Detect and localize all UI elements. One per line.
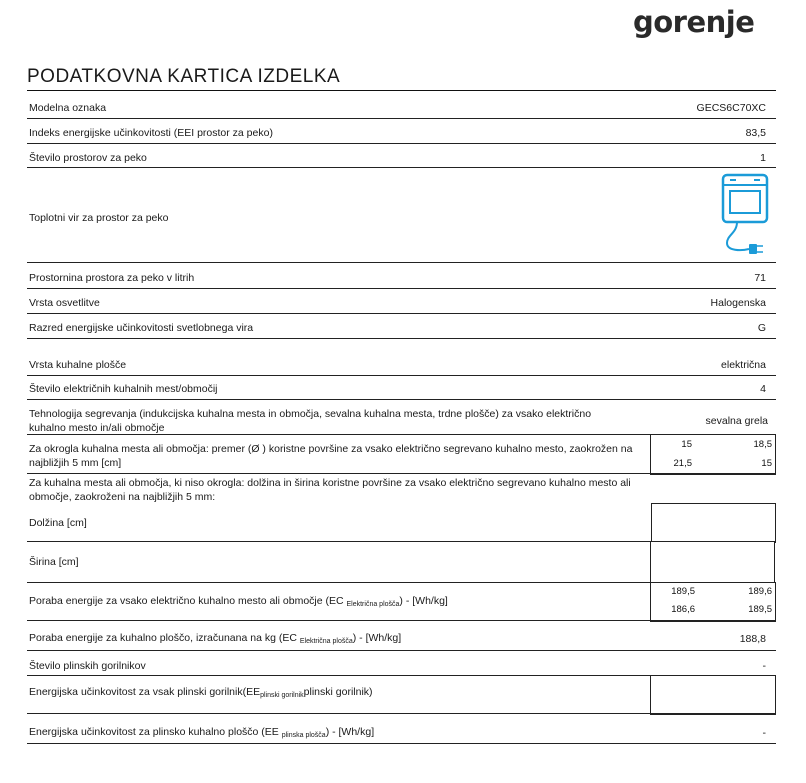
width-box [650, 541, 775, 584]
eei-value: 83,5 [745, 127, 766, 139]
ec-hob-value: 188,8 [739, 633, 766, 645]
heat-source-label: Toplotni vir za prostor za peko [29, 212, 169, 224]
divider [27, 313, 776, 314]
divider [27, 262, 776, 263]
volume-label: Prostornina prostora za peko v litrih [29, 272, 195, 284]
model-label: Modelna oznaka [29, 102, 107, 114]
ec-zone-cell: 189,5 [748, 604, 772, 615]
divider [27, 650, 776, 651]
cavities-label: Število prostorov za peko [29, 152, 147, 164]
width-label: Širina [cm] [29, 556, 79, 568]
zones-value: 4 [760, 383, 766, 395]
gas-eff-box [650, 675, 776, 715]
hob-type-value: električna [721, 359, 766, 371]
technology-value: sevalna grela [705, 415, 768, 427]
divider [27, 375, 776, 376]
ec-zone-cell: 189,6 [748, 586, 772, 597]
lighting-label: Vrsta osvetlitve [29, 297, 100, 309]
gas-hob-value: - [762, 727, 766, 739]
gas-eff-label: Energijska učinkovitost za vsak plinski $gorilnik(EE_{plinski gorilnik}plinski$ gorilnik) [29, 686, 373, 699]
diameter-cell: 15 [761, 458, 772, 469]
divider [27, 167, 776, 168]
light-class-value: G [757, 322, 766, 334]
divider [27, 713, 776, 714]
divider [27, 473, 776, 474]
divider [27, 338, 776, 339]
diameter-cell: 15 [681, 439, 692, 450]
divider [27, 743, 776, 744]
gas-burners-value: - [762, 660, 766, 672]
length-box [651, 503, 776, 543]
model-value: GECS6C70XC [696, 102, 766, 114]
divider [27, 399, 776, 400]
ec-hob-label: Poraba energije za kuhalno ploščo, izračunana na kg (EC $_{Električna plošča}$) - [Wh/kg] [29, 632, 402, 645]
ec-zone-cell: 186,6 [671, 604, 695, 615]
cavities-value: 1 [760, 152, 766, 164]
eei-label: Indeks energijske učinkovitosti (EEI prostor za peko) [29, 127, 273, 139]
diameter-label: Za okrogla kuhalna mesta ali območja: premer (Ø ) koristne površine za vsako električno segrevano kuhalno mesto, zaokrožen na najbližjih 5 mm [cm] [29, 443, 633, 469]
gas-burners-label: Število plinskih gorilnikov [29, 660, 146, 672]
electric-oven-icon [721, 173, 769, 257]
brand-logo: gorenje [633, 5, 755, 39]
noncircular-label: Za kuhalna mesta ali območja, ki niso okrogla: dolžina in širina koristne površine za vsako električno segrevano kuhalno mesto ali območje, zaokroženi na najbližjih 5 mm: [29, 477, 631, 503]
divider [27, 118, 776, 119]
divider [27, 143, 776, 144]
diameter-cell: 21,5 [673, 458, 692, 469]
zones-label: Število električnih kuhalnih mest/območij [29, 383, 218, 395]
ec-zone-label: Poraba energije za vsako električno kuhalno mesto ali območje (EC $_{Električna plošča}$) - [Wh/kg] [29, 595, 448, 608]
hob-type-label: Vrsta kuhalne plošče [29, 359, 127, 371]
divider [27, 620, 776, 621]
technology-label: Tehnologija segrevanja (indukcijska kuhalna mesta in območja, sevalna kuhalna mesta, trdne plošče) za vsako električno kuhalno mesto in/ali območje [29, 408, 592, 434]
lighting-value: Halogenska [710, 297, 766, 309]
light-class-label: Razred energijske učinkovitosti svetlobnega vira [29, 322, 254, 334]
divider [27, 288, 776, 289]
length-label: Dolžina [cm] [29, 517, 87, 529]
page-title: PODATKOVNA KARTICA IZDELKA [27, 66, 341, 87]
divider [27, 90, 776, 91]
volume-value: 71 [754, 272, 766, 284]
gas-hob-label: Energijska učinkovitost za plinsko kuhalno ploščo (EE $_{plinska plošča}$) - [Wh/kg] [29, 726, 375, 739]
diameter-cell: 18,5 [753, 439, 772, 450]
ec-zone-cell: 189,5 [671, 586, 695, 597]
